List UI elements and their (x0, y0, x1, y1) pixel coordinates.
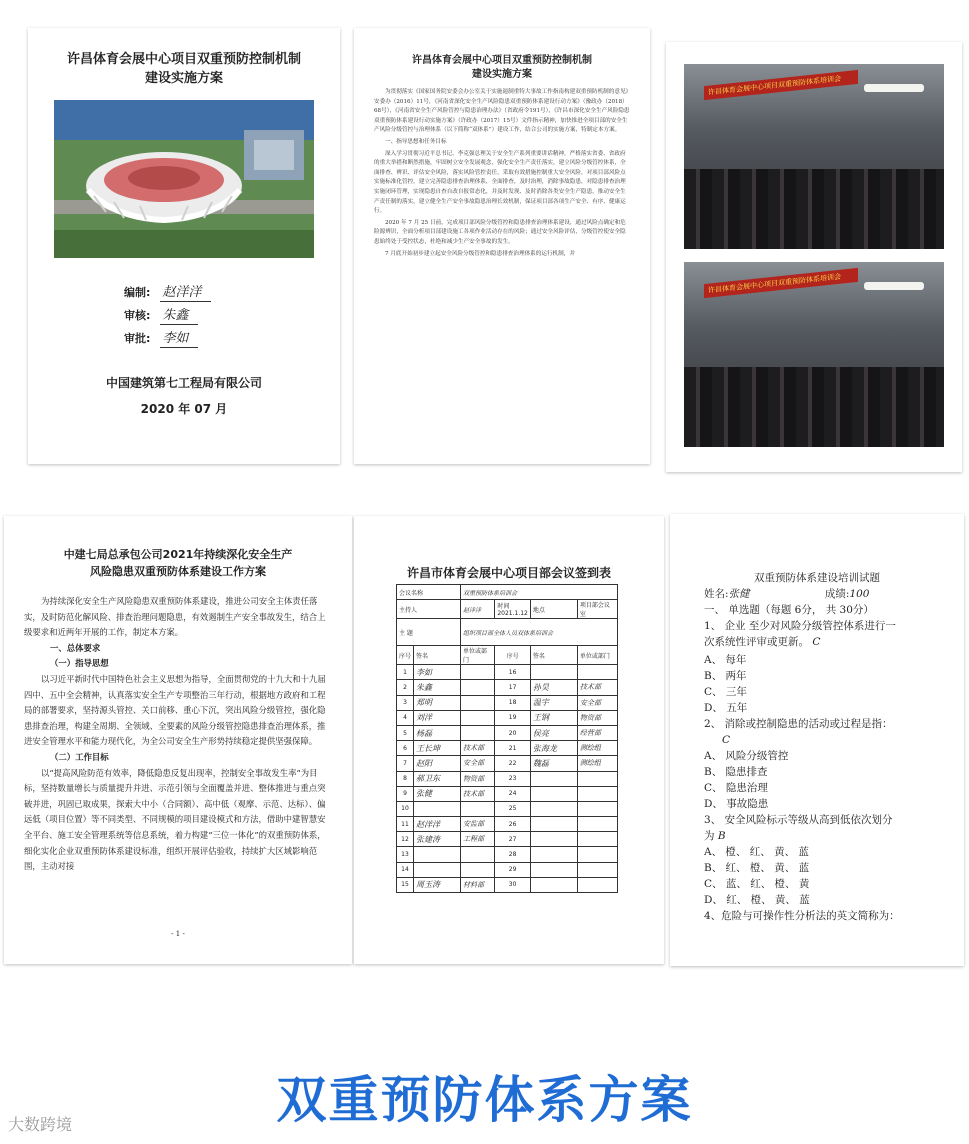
table-row (397, 877, 618, 892)
unit-cell (577, 771, 617, 786)
sign-rows (397, 665, 618, 893)
row-number: 15 (397, 877, 414, 892)
signature-cell: 李如 (414, 665, 461, 680)
option: D、 事故隐患 (704, 798, 769, 810)
sign-in-sheet-page (354, 516, 664, 964)
meeting-banner: 许昌体育会展中心项目双重预防体系培训会 (704, 70, 858, 100)
signature-cell: 孙昊 (530, 680, 577, 695)
table-row (397, 756, 618, 771)
option: C、 隐患治理 (704, 782, 768, 794)
work-plan-title: 中建七局总承包公司2021年持续深化安全生产 风险隐患双重预防体系建设工作方案 (63, 548, 293, 578)
signature-cell: 杨磊 (414, 725, 461, 740)
signature-cell (530, 862, 577, 877)
signature-cell: 魏磊 (530, 756, 577, 771)
row-number: 5 (397, 725, 414, 740)
signature-cell (414, 847, 461, 862)
row-number: 4 (397, 710, 414, 725)
answer-mark: C (722, 734, 731, 746)
row-number: 17 (495, 680, 531, 695)
option: D、 红、 橙、 黄、 蓝 (704, 894, 810, 906)
question-1-cont: 次系统性评审或更新。 C (704, 636, 821, 648)
row-number: 22 (495, 756, 531, 771)
row-number: 10 (397, 801, 414, 816)
section-heading: 一、总体要求 (50, 642, 101, 653)
row-number: 7 (397, 756, 414, 771)
answer-mark: B (717, 830, 726, 842)
row-number: 23 (495, 771, 531, 786)
table-row (397, 847, 618, 862)
row-number: 14 (397, 862, 414, 877)
signature-cell: 张建涛 (414, 832, 461, 847)
signature-cell (530, 771, 577, 786)
unit-cell: 安监部 (461, 817, 495, 832)
plan-paragraph: 7 月底开始初步建立起安全风险分级管控和隐患排查治理体系的运行机制，并 (385, 250, 575, 257)
signature-cell: 王长坤 (414, 741, 461, 756)
signature-cell (530, 665, 577, 680)
unit-cell (461, 680, 495, 695)
signature-cell: 赵阳 (414, 756, 461, 771)
signature-cell: 温宇 (530, 695, 577, 710)
table-row (397, 832, 618, 847)
examinee-name: 张健 (728, 588, 750, 600)
table-row: 主 题 组织项目部全体人员双体系培训会 (397, 619, 618, 646)
signature-cell: 王钢 (530, 710, 577, 725)
row-number: 21 (495, 741, 531, 756)
table-row (397, 817, 618, 832)
row-number: 6 (397, 741, 414, 756)
row-number: 13 (397, 847, 414, 862)
table-row (397, 725, 618, 740)
unit-cell: 物资部 (577, 710, 617, 725)
unit-cell (577, 877, 617, 892)
unit-cell (577, 801, 617, 816)
unit-cell: 测绘组 (577, 756, 617, 771)
row-number: 16 (495, 665, 531, 680)
table-row: 主持人 赵洋洋 时间 2021.1.12 地点 项目部会议室 (397, 600, 618, 619)
subsection-heading: （二）工作目标 (50, 751, 109, 762)
compiled-row: 编制: 赵洋洋 (124, 281, 211, 300)
row-number: 27 (495, 832, 531, 847)
unit-cell (461, 862, 495, 877)
cover-date: 2020 年 07 月 (140, 402, 228, 416)
unit-cell (577, 665, 617, 680)
exam-section: 一、 单选题（每题 6分， 共 30分） (704, 604, 874, 616)
unit-cell (461, 725, 495, 740)
unit-cell: 安全部 (577, 695, 617, 710)
unit-cell (577, 817, 617, 832)
unit-cell: 技术部 (577, 680, 617, 695)
signature-cell (530, 877, 577, 892)
signature-cell (530, 847, 577, 862)
audience-crowd (684, 169, 944, 249)
row-number: 11 (397, 817, 414, 832)
signature-cell (414, 862, 461, 877)
footer-title: 双重预防体系方案 (276, 1071, 693, 1129)
plan-section-heading: 一、指导思想和任务目标 (385, 138, 447, 145)
row-number: 19 (495, 710, 531, 725)
table-row (397, 771, 618, 786)
table-row (397, 786, 618, 801)
table-row (397, 801, 618, 816)
meeting-banner: 许昌体育会展中心项目双重预防体系培训会 (704, 268, 858, 298)
training-photos-page (666, 42, 962, 472)
plan-paragraph: 为贯彻落实《国家国务院安委会办公室关于实施遏制重特大事故工作指南构建双重预防机制的意见》安委办（2016）11号，《河南省深化安全生产风险隐患双重预防体系建设行动方案》（豫政办（2018）68号），《河南省安全生产风险管控与隐患治理办法》（省政府令191号），《许昌市深化安全生产风险隐患双重预防体系建设行动实施方案》（许政办（2017）15号）文件指示精神，加快推进全项目部的安全生产风险分级管控与治理体系（以下简称“双体系”）建设工作，结合公司的实施方案，特制定本方案。 (374, 89, 630, 134)
question-4: 4、危险与可操作性分析法的英文简称为： (704, 910, 900, 922)
signature-cell: 郑明 (414, 695, 461, 710)
audience-crowd (684, 367, 944, 447)
exam-page (670, 514, 964, 966)
exam-name-row: 姓名:张健 成绩:100 (704, 588, 870, 600)
page-number: - 1 - (171, 930, 185, 938)
option: C、 三年 (704, 686, 747, 698)
signature-cell: 侯亮 (530, 725, 577, 740)
row-number: 2 (397, 680, 414, 695)
reviewed-row: 审核: 朱鑫 (124, 304, 198, 323)
unit-cell: 安全部 (461, 756, 495, 771)
row-number: 12 (397, 832, 414, 847)
unit-cell (577, 847, 617, 862)
signature-cell: 张健 (414, 786, 461, 801)
sign-sheet-title: 许昌市体育会展中心项目部会议签到表 (406, 566, 611, 580)
plan-title: 许昌体育会展中心项目双重预防控制机制 建设实施方案 (412, 55, 592, 80)
training-photo (684, 64, 944, 249)
unit-cell: 经营部 (577, 725, 617, 740)
plan-paragraph: 深入学习贯彻习近平总书记、李克强总理关于安全生产系列重要讲话精神，严格落实省委、省政府的重大举措和断然措施，牢固树立安全发展观念，强化安全生产责任落实，建立风险分级管控体系，全面排查、辨识、评估安全风险，落实风险管控责任，采取有效措施控制重大安全风险，对项目部风险点实施标准化管控，建立完善隐患排查治理体系，全面排查，及时治理，消除事故隐患，对隐患排查治理实施闭环管理，实现隐患自查自改自报常态化，并及时发现、及时消除各类安全生产隐患，推动安全生产责任制的落实，建立健全生产安全事故隐患治理长效机制，保证项目部各项生产安全、有序、健康运行。 (374, 150, 626, 215)
unit-cell (577, 832, 617, 847)
row-number: 18 (495, 695, 531, 710)
signature-cell (530, 817, 577, 832)
table-row (397, 680, 618, 695)
work-plan-intro: 为持续深化安全生产风险隐患双重预防体系建设，推进公司安全主体责任落实，及时防范化解风险、排查治理问题隐患，有效遏制生产安全事故发生，结合上级要求和近两年开展的工作，制定本方案。 (24, 596, 326, 638)
row-number: 29 (495, 862, 531, 877)
question-1: 1、 企业 至少对风险分级管控体系进行一 (704, 620, 896, 632)
stadium-illustration (54, 100, 314, 258)
subsection-heading: （一）指导思想 (50, 658, 109, 669)
option: D、 五年 (704, 702, 748, 714)
signature-cell (530, 832, 577, 847)
stadium-rendering-image (54, 100, 314, 258)
approved-row: 审批: 李如 (124, 327, 198, 346)
unit-cell (461, 801, 495, 816)
option: B、 红、 橙、 黄、 蓝 (704, 862, 810, 874)
unit-cell (577, 786, 617, 801)
watermark: 大数跨境 (8, 1115, 73, 1134)
unit-cell: 工程部 (461, 832, 495, 847)
signature-cell: 张海龙 (530, 741, 577, 756)
signature-cell (530, 801, 577, 816)
work-plan-paragraph: 以“提高风险防范有效率，降低隐患反复出现率，控制安全事故发生率”为目标，坚持数量增长与质量提升并进、示范引领与全面覆盖并进、整体推进与重点突破并进，巩固已取成果，探索大中小（合同额）、高中低（观摩、示范、达标）、偏远低（项目位置）等不同类型、不同规模的项目建设模式和方法，借助中建智慧安全平台、施工安全管理系统等信息系统，着力构建“三位一体化”的双重预防体系，细化实化企业双重预防体系建设标准，组织开展评估验收，持续扩大区域影响范围，主动对接 (24, 767, 326, 872)
answer-mark: C (812, 636, 821, 648)
unit-cell (461, 847, 495, 862)
signature-cell: 郝卫东 (414, 771, 461, 786)
question-2: 2、 消除或控制隐患的活动或过程是指： (704, 718, 893, 730)
option: A、 风险分级管控 (704, 750, 789, 762)
exam-score: 100 (849, 588, 870, 600)
option: A、 橙、 红、 黄、 蓝 (704, 846, 809, 858)
unit-cell: 技术部 (461, 786, 495, 801)
signature-cell: 赵洋洋 (414, 817, 461, 832)
unit-cell: 材料部 (461, 877, 495, 892)
training-photo (684, 262, 944, 447)
unit-cell (461, 710, 495, 725)
plan-paragraph: 2020 年 7 月 25 日前，完成项目部风险分级管控和隐患排查治理体系建设，通过风险点确定和危险源辨识，全面分析项目部建设施工各项作业活动存在的风险；通过安全风险评估，分级管控使安全隐患始终处于受控状态，杜绝和减少生产安全事故的发生。 (374, 219, 626, 245)
cover-title: 许昌体育会展中心项目双重预防控制机制 建设实施方案 (66, 52, 301, 86)
table-row (397, 665, 618, 680)
exam-title: 双重预防体系建设培训试题 (754, 572, 880, 584)
company-name: 中国建筑第七工程局有限公司 (105, 376, 262, 390)
row-number: 24 (495, 786, 531, 801)
signature-cell: 周玉涛 (414, 877, 461, 892)
work-plan-paragraph: 以习近平新时代中国特色社会主义思想为指导，全面贯彻党的十九大和十九届四中、五中全会精神，认真落实安全生产专项整治三年行动，根据地方政府和工程局的部署要求，坚持源头管控、关口前移、重心下沉，突出风险分级管控，强化隐患排查治理，构建全周期、全领域、全要素的风险分级管控隐患排查治理体系，推进安全管理水平和能力现代化，为全公司安全生产形势持续稳定提供坚强保障。 (24, 673, 326, 747)
work-plan-page (4, 516, 352, 964)
row-number: 8 (397, 771, 414, 786)
cover-page (28, 28, 340, 464)
question-3-cont: 为 B (704, 830, 726, 842)
unit-cell (461, 695, 495, 710)
table-row (397, 862, 618, 877)
plan-page (354, 28, 650, 464)
option: B、 隐患排查 (704, 766, 768, 778)
row-number: 26 (495, 817, 531, 832)
unit-cell: 技术部 (461, 741, 495, 756)
option: B、 两年 (704, 670, 747, 682)
signature-cell: 朱鑫 (414, 680, 461, 695)
row-number: 1 (397, 665, 414, 680)
signature-cell (530, 786, 577, 801)
table-header-row: 序号 签名 单位或部门 序号 签名 单位或部门 (397, 646, 618, 665)
signature-cell (414, 801, 461, 816)
table-row (397, 710, 618, 725)
option: A、 每年 (704, 654, 747, 666)
table-row (397, 695, 618, 710)
table-row: 会议名称 双重预防体系培训会 (397, 585, 618, 600)
unit-cell (577, 862, 617, 877)
unit-cell (461, 665, 495, 680)
unit-cell: 物资部 (461, 771, 495, 786)
option: C、 蓝、 红、 橙、 黄 (704, 878, 810, 890)
row-number: 20 (495, 725, 531, 740)
sign-in-table (396, 584, 618, 893)
row-number: 3 (397, 695, 414, 710)
unit-cell: 测绘组 (577, 741, 617, 756)
reviewed-signature: 朱鑫 (160, 308, 198, 325)
row-number: 28 (495, 847, 531, 862)
compiled-signature: 赵洋洋 (160, 285, 211, 302)
table-row (397, 741, 618, 756)
question-3: 3、 安全风险标示等级从高到低依次划分 (704, 814, 893, 826)
row-number: 30 (495, 877, 531, 892)
signature-cell: 刘洋 (414, 710, 461, 725)
row-number: 25 (495, 801, 531, 816)
approved-signature: 李如 (160, 331, 198, 348)
row-number: 9 (397, 786, 414, 801)
